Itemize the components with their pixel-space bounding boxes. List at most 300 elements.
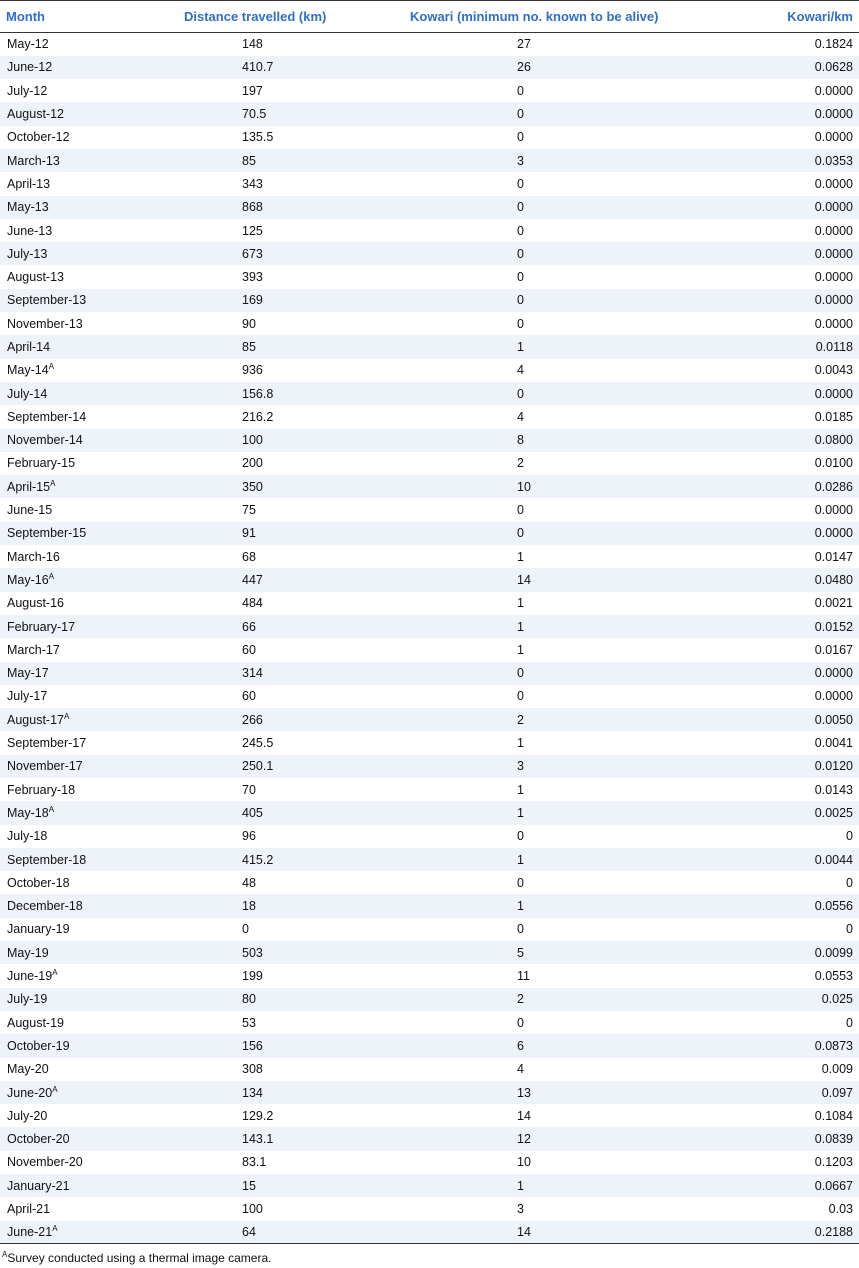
footnote-marker: A: [2, 1250, 8, 1260]
cell-kowari: 1: [517, 782, 524, 797]
cell-rate: 0.0050: [814, 712, 853, 727]
table-row: [0, 1174, 859, 1197]
month-label: June-19: [7, 969, 53, 984]
table-header-row: [0, 1, 859, 33]
cell-kowari: 14: [517, 1108, 531, 1123]
cell-rate: 0.0044: [814, 852, 853, 867]
month-label: January-19: [7, 922, 70, 937]
cell-rate: 0.0000: [814, 176, 853, 191]
month-label: March-16: [7, 549, 60, 564]
cell-distance: 68: [242, 549, 256, 564]
month-label: April-13: [7, 176, 51, 191]
cell-month: [0, 33, 150, 56]
cell-kowari: 0: [517, 316, 524, 331]
cell-kowari: 0: [517, 176, 524, 191]
month-label: September-15: [7, 526, 87, 541]
table-row: [0, 964, 859, 987]
cell-rate: 0.0000: [814, 270, 853, 285]
cell-kowari: 0: [517, 130, 524, 145]
header-distance: Distance travelled (km): [150, 1, 380, 33]
cell-month: [0, 359, 150, 382]
cell-kowari: 27: [517, 37, 531, 52]
footnote-ref: A: [50, 478, 56, 488]
cell-distance: 250.1: [242, 759, 274, 774]
cell-distance: 410.7: [242, 60, 274, 75]
month-label: October-12: [7, 130, 70, 145]
cell-kowari: 0: [517, 200, 524, 215]
cell-kowari: 26: [517, 60, 531, 75]
cell-month: [0, 1034, 150, 1057]
cell-distance: 156.8: [242, 386, 274, 401]
month-label: August-16: [7, 596, 64, 611]
cell-kowari: 2: [517, 456, 524, 471]
cell-kowari: 0: [517, 829, 524, 844]
cell-kowari: 2: [517, 992, 524, 1007]
cell-rate: 0.0000: [814, 246, 853, 261]
cell-rate: 0.0185: [814, 409, 853, 424]
cell-month: [0, 568, 150, 591]
table-row: [0, 545, 859, 568]
cell-rate: 0.0556: [814, 899, 853, 914]
cell-month: [0, 1058, 150, 1081]
cell-distance: 484: [242, 596, 263, 611]
cell-kowari: 5: [517, 945, 524, 960]
table-row: [0, 1104, 859, 1127]
cell-month: [0, 1151, 150, 1174]
cell-rate: 0.0000: [814, 107, 853, 122]
cell-rate: 0.1203: [814, 1155, 853, 1170]
cell-month: [0, 126, 150, 149]
month-label: October-20: [7, 1132, 70, 1147]
cell-distance: 314: [242, 666, 263, 681]
cell-kowari: 1: [517, 642, 524, 657]
table-row: [0, 265, 859, 288]
table-row: [0, 988, 859, 1011]
table-row: [0, 755, 859, 778]
month-label: November-20: [7, 1155, 83, 1170]
cell-month: [0, 265, 150, 288]
cell-kowari: 0: [517, 922, 524, 937]
table-row: [0, 1011, 859, 1034]
cell-rate: 0.03: [828, 1201, 853, 1216]
cell-month: [0, 1221, 150, 1244]
table-row: [0, 1058, 859, 1081]
cell-kowari: 1: [517, 736, 524, 751]
cell-distance: 266: [242, 712, 263, 727]
table-row: [0, 638, 859, 661]
cell-distance: 673: [242, 246, 263, 261]
month-label: May-17: [7, 666, 49, 681]
cell-rate: 0.0000: [814, 293, 853, 308]
cell-kowari: 1: [517, 1178, 524, 1193]
cell-month: [0, 1011, 150, 1034]
cell-distance: 100: [242, 1201, 263, 1216]
table-row: [0, 848, 859, 871]
month-label: June-12: [7, 60, 53, 75]
header-rate: Kowari/km: [730, 1, 859, 33]
cell-kowari: 14: [517, 572, 531, 587]
table-row: [0, 289, 859, 312]
month-label: July-19: [7, 992, 48, 1007]
cell-distance: 48: [242, 875, 256, 890]
cell-month: [0, 638, 150, 661]
cell-distance: 83.1: [242, 1155, 267, 1170]
month-label: April-15: [7, 479, 51, 494]
month-label: September-14: [7, 409, 87, 424]
cell-month: [0, 918, 150, 941]
cell-rate: 0.0099: [814, 945, 853, 960]
footnote-text: Survey conducted using a thermal image camera.: [7, 1251, 272, 1266]
month-label: June-20: [7, 1085, 53, 1100]
cell-rate: 0.0025: [814, 805, 853, 820]
cell-kowari: 1: [517, 619, 524, 634]
cell-rate: 0.0839: [814, 1132, 853, 1147]
cell-kowari: 0: [517, 270, 524, 285]
cell-distance: 125: [242, 223, 263, 238]
cell-rate: 0.0000: [814, 526, 853, 541]
cell-rate: 0.0873: [814, 1038, 853, 1053]
month-label: May-12: [7, 37, 49, 52]
cell-kowari: 10: [517, 479, 531, 494]
cell-distance: 75: [242, 503, 256, 518]
cell-rate: 0: [846, 1015, 853, 1030]
month-label: August-13: [7, 270, 64, 285]
cell-rate: 0: [846, 829, 853, 844]
table-row: [0, 708, 859, 731]
cell-month: [0, 475, 150, 498]
cell-kowari: 4: [517, 363, 524, 378]
cell-month: [0, 149, 150, 172]
cell-kowari: 12: [517, 1132, 531, 1147]
month-label: July-17: [7, 689, 48, 704]
table-row: [0, 1081, 859, 1104]
cell-distance: 70.5: [242, 107, 267, 122]
cell-distance: 18: [242, 899, 256, 914]
table-row: [0, 79, 859, 102]
cell-month: [0, 894, 150, 917]
cell-rate: 0.009: [821, 1062, 853, 1077]
cell-rate: 0.1084: [814, 1108, 853, 1123]
cell-month: [0, 592, 150, 615]
cell-rate: 0.1824: [814, 37, 853, 52]
table-row: [0, 196, 859, 219]
table-row: [0, 522, 859, 545]
month-label: March-13: [7, 153, 60, 168]
cell-distance: 80: [242, 992, 256, 1007]
month-label: April-14: [7, 340, 51, 354]
cell-month: [0, 662, 150, 685]
table-row: [0, 918, 859, 941]
month-label: February-15: [7, 456, 76, 471]
month-label: July-12: [7, 83, 48, 98]
cell-kowari: 0: [517, 223, 524, 238]
cell-kowari: 1: [517, 340, 524, 354]
cell-rate: 0.0043: [814, 363, 853, 378]
month-label: October-18: [7, 875, 70, 890]
month-label: November-14: [7, 433, 83, 448]
table-row: [0, 498, 859, 521]
cell-distance: 308: [242, 1062, 263, 1077]
cell-rate: 0.0147: [814, 549, 853, 564]
month-label: August-19: [7, 1015, 64, 1030]
cell-distance: 415.2: [242, 852, 274, 867]
footnote-ref: A: [63, 711, 70, 721]
month-label: September-18: [7, 852, 87, 867]
month-label: September-17: [7, 736, 87, 751]
cell-rate: 0.0021: [814, 596, 853, 611]
cell-kowari: 1: [517, 852, 524, 867]
cell-month: [0, 778, 150, 801]
cell-month: [0, 429, 150, 452]
cell-rate: 0.0480: [814, 572, 853, 587]
cell-rate: 0.0800: [814, 433, 853, 448]
table-row: [0, 359, 859, 382]
table-row: [0, 56, 859, 79]
table-row: [0, 778, 859, 801]
table-row: [0, 731, 859, 754]
table-footnote: [0, 1251, 859, 1265]
table-row: [0, 1034, 859, 1057]
cell-kowari: 1: [517, 549, 524, 564]
cell-month: [0, 335, 150, 358]
footnote-ref: A: [52, 967, 58, 977]
cell-month: [0, 219, 150, 242]
cell-rate: 0.0118: [815, 340, 853, 354]
month-label: January-21: [7, 1178, 70, 1193]
cell-month: [0, 615, 150, 638]
cell-distance: 503: [242, 945, 263, 960]
cell-month: [0, 312, 150, 335]
cell-distance: 96: [242, 829, 256, 844]
cell-month: [0, 848, 150, 871]
month-label: October-19: [7, 1038, 70, 1053]
cell-distance: 85: [242, 153, 256, 168]
cell-distance: 148: [242, 37, 263, 52]
cell-rate: 0.0667: [814, 1178, 853, 1193]
month-label: September-13: [7, 293, 87, 308]
cell-kowari: 0: [517, 83, 524, 98]
cell-distance: 343: [242, 176, 263, 191]
table-row: [0, 801, 859, 824]
cell-rate: 0.0000: [814, 83, 853, 98]
cell-rate: 0.0143: [814, 782, 853, 797]
footnote-ref: A: [52, 1223, 58, 1233]
table-row: [0, 242, 859, 265]
cell-distance: 100: [242, 433, 263, 448]
cell-month: [0, 685, 150, 708]
cell-kowari: 1: [517, 596, 524, 611]
header-kowari: Kowari (minimum no. known to be alive): [380, 1, 730, 33]
cell-month: [0, 1174, 150, 1197]
cell-kowari: 0: [517, 526, 524, 541]
cell-rate: 0.0167: [814, 642, 853, 657]
month-label: February-18: [7, 782, 76, 797]
cell-distance: 64: [150, 1221, 380, 1244]
month-label: August-17: [7, 712, 64, 727]
cell-kowari: 6: [517, 1038, 524, 1053]
month-label: August-12: [7, 107, 64, 122]
table-row: [0, 615, 859, 638]
cell-kowari: 10: [517, 1155, 531, 1170]
table-row: [0, 335, 859, 358]
table-row: [0, 1197, 859, 1220]
table-row: [0, 592, 859, 615]
cell-month: [0, 731, 150, 754]
cell-month: [0, 871, 150, 894]
cell-distance: 143.1: [242, 1132, 274, 1147]
cell-kowari: 0: [517, 1015, 524, 1030]
cell-rate: 0.097: [821, 1085, 853, 1100]
cell-distance: 245.5: [242, 736, 274, 751]
cell-month: [0, 56, 150, 79]
cell-distance: 90: [242, 316, 256, 331]
cell-month: [0, 382, 150, 405]
cell-rate: 0.0000: [814, 503, 853, 518]
month-label: April-21: [7, 1201, 51, 1216]
cell-rate: 0.0152: [814, 619, 853, 634]
footnote-ref: A: [52, 1084, 58, 1094]
cell-kowari: 13: [517, 1085, 531, 1100]
cell-month: [0, 964, 150, 987]
cell-kowari: 11: [517, 969, 530, 984]
cell-kowari: 0: [517, 246, 524, 261]
cell-distance: 393: [242, 270, 263, 285]
table-row: [0, 825, 859, 848]
table-row: [0, 33, 859, 56]
cell-kowari: 1: [517, 899, 524, 914]
cell-month: [0, 941, 150, 964]
cell-rate: 0.0000: [814, 386, 853, 401]
table-row: [0, 941, 859, 964]
cell-kowari: 3: [517, 759, 524, 774]
cell-month: [0, 1104, 150, 1127]
cell-month: [0, 545, 150, 568]
cell-distance: 197: [242, 83, 263, 98]
month-label: June-21: [7, 1225, 53, 1240]
cell-rate: 0.0041: [814, 736, 853, 751]
cell-rate: 0.0000: [814, 689, 853, 704]
cell-kowari: 0: [517, 666, 524, 681]
cell-month: [0, 289, 150, 312]
cell-distance: 91: [242, 526, 256, 541]
table-row: [0, 405, 859, 428]
month-label: May-20: [7, 1062, 49, 1077]
month-label: July-14: [7, 386, 48, 401]
cell-rate: 0.0000: [814, 666, 853, 681]
month-label: December-18: [7, 899, 83, 914]
cell-distance: 0: [242, 922, 249, 937]
table-row: [0, 685, 859, 708]
table-row: [0, 452, 859, 475]
table-row: [0, 568, 859, 591]
cell-distance: 200: [242, 456, 263, 471]
month-label: March-17: [7, 642, 60, 657]
table-row: [0, 475, 859, 498]
cell-kowari: 0: [517, 689, 524, 704]
cell-month: [0, 102, 150, 125]
cell-kowari: 8: [517, 433, 524, 448]
cell-distance: 15: [242, 1178, 256, 1193]
cell-kowari: 3: [517, 153, 524, 168]
cell-kowari: 4: [517, 1062, 524, 1077]
cell-rate: 0.0000: [814, 200, 853, 215]
month-label: May-13: [7, 200, 49, 215]
cell-kowari: 0: [517, 503, 524, 518]
cell-month: [0, 755, 150, 778]
cell-distance: 85: [242, 340, 256, 354]
footnote-ref: A: [48, 804, 55, 814]
table-row: [0, 1151, 859, 1174]
month-label: February-17: [7, 619, 76, 634]
table-row: [0, 1127, 859, 1150]
cell-distance: 936: [242, 363, 263, 378]
table-row: [0, 871, 859, 894]
cell-month: [0, 522, 150, 545]
table-row: [0, 219, 859, 242]
cell-month: [0, 452, 150, 475]
cell-rate: 0.0553: [814, 969, 853, 984]
cell-rate: 0.2188: [730, 1221, 859, 1244]
cell-month: [0, 1081, 150, 1104]
cell-distance: 350: [242, 479, 263, 494]
footnote-ref: A: [48, 362, 55, 372]
table-row: [0, 1221, 859, 1244]
cell-distance: 66: [242, 619, 256, 634]
cell-month: [0, 825, 150, 848]
footnote-ref: A: [48, 571, 55, 581]
cell-distance: 216.2: [242, 409, 274, 424]
cell-month: [0, 801, 150, 824]
cell-kowari: 3: [517, 1201, 524, 1216]
cell-month: [0, 196, 150, 219]
cell-month: [0, 988, 150, 1011]
cell-rate: 0.0000: [814, 130, 853, 145]
cell-distance: 405: [242, 805, 263, 820]
cell-kowari: 2: [517, 712, 524, 727]
table-row: [0, 429, 859, 452]
cell-rate: 0.0120: [814, 759, 853, 774]
cell-distance: 447: [242, 572, 263, 587]
month-label: May-14: [7, 363, 49, 378]
cell-kowari: 0: [517, 875, 524, 890]
cell-rate: 0.0000: [814, 316, 853, 331]
month-label: November-13: [7, 316, 83, 331]
cell-rate: 0: [846, 922, 853, 937]
cell-distance: 868: [242, 200, 263, 215]
cell-kowari: 0: [517, 386, 524, 401]
table-row: [0, 662, 859, 685]
table-body: [0, 33, 859, 1244]
cell-rate: 0.0000: [814, 223, 853, 238]
cell-rate: 0.0100: [814, 456, 853, 471]
cell-kowari: 4: [517, 409, 524, 424]
cell-distance: 135.5: [242, 130, 274, 145]
month-label: May-18: [7, 805, 49, 820]
cell-rate: 0.025: [821, 992, 853, 1007]
cell-distance: 70: [242, 782, 256, 797]
cell-kowari: 1: [517, 805, 524, 820]
table-row: [0, 102, 859, 125]
table-row: [0, 126, 859, 149]
cell-month: [0, 242, 150, 265]
month-label: July-20: [7, 1108, 48, 1123]
month-label: July-18: [7, 829, 48, 844]
month-label: June-13: [7, 223, 53, 238]
cell-rate: 0.0628: [814, 60, 853, 75]
table-row: [0, 382, 859, 405]
month-label: May-19: [7, 945, 49, 960]
cell-month: [0, 1127, 150, 1150]
